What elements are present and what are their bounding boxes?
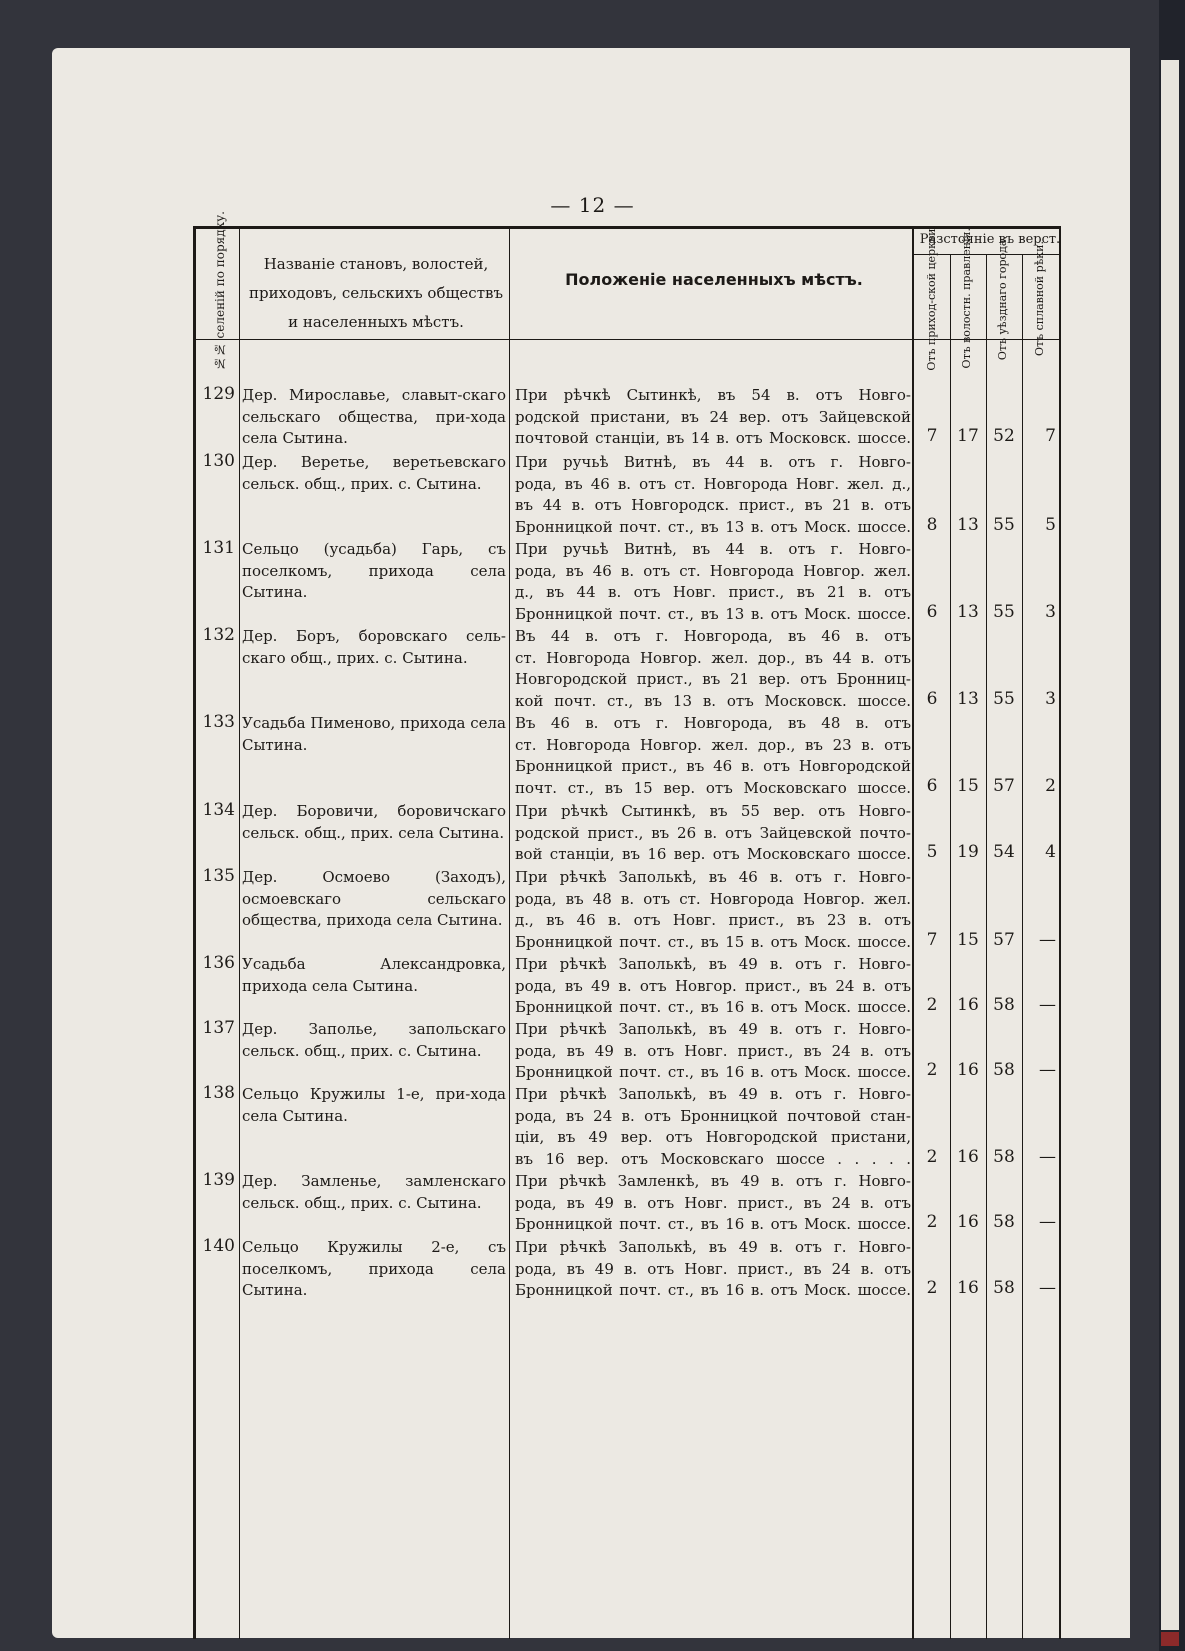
row-position-text <box>515 626 911 712</box>
row-distance-value: 58 <box>993 1060 1015 1080</box>
position-line: рода, въ 48 в. отъ ст. Новгорода Новгор. жел. <box>515 889 911 908</box>
row-position-text <box>515 867 911 953</box>
header-distance-river <box>1023 240 1055 356</box>
position-line: д., въ 46 в. отъ Новг. прист., въ 23 в. отъ <box>515 911 911 929</box>
row-distance-value: 57 <box>993 775 1015 796</box>
row-number: 134 <box>202 800 235 820</box>
row-distance-value: 58 <box>993 995 1015 1015</box>
position-line: почтовой станціи, въ 14 в. отъ Московск. шоссе. <box>515 429 911 447</box>
row-distance-value: 3 <box>1045 688 1056 709</box>
row-distance-value: 8 <box>926 514 938 535</box>
row-number: 131 <box>202 538 235 558</box>
header-name-line: Названіе становъ, волостей, <box>263 255 489 273</box>
row-distance-value: — <box>1039 995 1056 1015</box>
position-line: Бронницкой почт. ст., въ 16 в. отъ Моск. шоссе. <box>515 998 911 1016</box>
position-line: ціи, въ 49 вер. отъ Новгородской пристани, <box>515 1128 911 1146</box>
next-page-edge <box>1161 60 1179 1630</box>
header-name-line: приходовъ, сельскихъ обществъ <box>249 284 503 302</box>
row-distance-value: 55 <box>993 601 1015 622</box>
position-line: Въ 44 в. отъ г. Новгорода, въ 46 в. отъ <box>515 627 911 645</box>
row-distance-value: 3 <box>1045 601 1056 622</box>
row-distance-value: 2 <box>926 1146 938 1167</box>
position-line: родской прист., въ 26 в. отъ Зайцевской почто- <box>515 823 911 842</box>
position-line: При рѣчкѣ Заполькѣ, въ 49 в. отъ г. Новго- <box>515 1020 911 1038</box>
table-rule <box>1059 229 1061 1639</box>
ribbon-mark <box>1161 1632 1179 1646</box>
position-line: родской пристани, въ 24 вер. отъ Зайцевской <box>515 407 911 426</box>
position-line: Бронницкой прист., въ 46 в. отъ Новгородской <box>515 757 911 775</box>
position-line: рода, въ 46 в. отъ ст. Новгорода Новг. жел. д., <box>515 474 911 493</box>
header-position-column: Положеніе населенныхъ мѣстъ. <box>565 270 863 289</box>
position-line: Бронницкой почт. ст., въ 16 в. отъ Моск. шоссе. <box>515 1281 911 1299</box>
row-distance-value: 52 <box>993 426 1015 446</box>
position-line: При рѣчкѣ Сытинкѣ, въ 55 вер. отъ Новго- <box>515 802 911 820</box>
row-distance-value: 16 <box>957 1060 979 1080</box>
position-line: рода, въ 46 в. отъ ст. Новгорода Новгор. жел. <box>515 561 911 580</box>
row-place-name: Дер. Веретье, веретьевскаго сельск. общ., прих. с. Сытина. <box>242 453 506 493</box>
position-line: кой почт. ст., въ 13 в. отъ Московск. шоссе. <box>515 691 911 710</box>
header-number-column <box>202 211 238 371</box>
row-position-text <box>515 1171 911 1236</box>
position-line: рода, въ 49 в. отъ Новгор. прист., въ 24 в. отъ <box>515 976 911 995</box>
position-line: При ручьѣ Витнѣ, въ 44 в. отъ г. Новго- <box>515 453 911 471</box>
row-place-name: Усадьба Александровка, прихода села Сытина. <box>242 955 506 995</box>
row-place-name: Усадьба Пименово, прихода села Сытина. <box>242 714 506 754</box>
position-line: рода, въ 24 в. отъ Бронницкой почтовой стан- <box>515 1106 911 1125</box>
row-distance-value: 16 <box>957 995 979 1015</box>
row-place-name: Дер. Боровичи, боровичскаго сельск. общ., прих. села Сытина. <box>242 802 506 842</box>
row-number: 137 <box>202 1018 235 1038</box>
row-distance-value: 54 <box>993 842 1015 862</box>
row-distance-value: 58 <box>993 1212 1015 1232</box>
row-distance-value: 16 <box>957 1212 979 1232</box>
row-number: 130 <box>202 451 235 471</box>
row-distance-value: 5 <box>926 842 938 862</box>
row-position-text <box>515 713 911 799</box>
header-distance-label: Отъ волостн. правленія. <box>959 227 973 369</box>
position-line: ст. Новгорода Новгор. жел. дор., въ 23 в. отъ <box>515 735 911 754</box>
row-place-name: Дер. Замленье, замленскаго сельск. общ., прих. с. Сытина. <box>242 1172 506 1212</box>
row-distance-value: 17 <box>957 426 979 446</box>
header-name-column <box>242 250 510 337</box>
row-distance-value: 19 <box>957 842 979 862</box>
row-distance-value: 13 <box>957 601 979 622</box>
row-position-text <box>515 539 911 625</box>
position-line: Бронницкой почт. ст., въ 15 в. отъ Моск. шоссе. <box>515 932 911 951</box>
row-position-text <box>515 1019 911 1084</box>
header-distance-town <box>986 235 1018 361</box>
row-place-name: Сельцо Кружилы 1-е, при-хода села Сытина. <box>242 1085 506 1125</box>
position-line: Бронницкой почт. ст., въ 13 в. отъ Моск. шоссе. <box>515 517 911 536</box>
position-line: При рѣчкѣ Заполькѣ, въ 49 в. отъ г. Новго- <box>515 1238 911 1256</box>
row-distance-value: 5 <box>1045 514 1056 535</box>
position-line: рода, въ 49 в. отъ Новг. прист., въ 24 в. отъ <box>515 1193 911 1212</box>
row-distance-value: 4 <box>1045 842 1056 862</box>
position-line: При ручьѣ Витнѣ, въ 44 в. отъ г. Новго- <box>515 540 911 558</box>
position-line: При рѣчкѣ Заполькѣ, въ 46 в. отъ г. Новго- <box>515 868 911 886</box>
position-line: Бронницкой почт. ст., въ 16 в. отъ Моск. шоссе. <box>515 1063 911 1081</box>
row-distance-value: 2 <box>926 1212 938 1232</box>
row-position-text <box>515 954 911 1019</box>
position-line: При рѣчкѣ Замленкѣ, въ 49 в. отъ г. Новго- <box>515 1172 911 1190</box>
row-number: 136 <box>202 953 235 973</box>
row-distance-value: 55 <box>993 514 1015 535</box>
row-distance-value: — <box>1039 1146 1056 1167</box>
position-line: При рѣчкѣ Заполькѣ, въ 49 в. отъ г. Новго- <box>515 955 911 973</box>
row-number: 139 <box>202 1170 235 1190</box>
row-distance-value: 6 <box>926 775 938 796</box>
header-distance-church <box>915 225 947 371</box>
row-distance-value: — <box>1039 1212 1056 1232</box>
position-line: Въ 46 в. отъ г. Новгорода, въ 48 в. отъ <box>515 714 911 732</box>
row-distance-value: 2 <box>926 1278 938 1298</box>
row-distance-value: 15 <box>957 929 979 950</box>
row-position-text <box>515 1084 911 1170</box>
position-line: вой станціи, въ 16 вер. отъ Московскаго шоссе. <box>515 845 911 863</box>
row-distance-value: 13 <box>957 514 979 535</box>
row-distance-value: 55 <box>993 688 1015 709</box>
position-line: въ 16 вер. отъ Московскаго шоссе . . . . . <box>515 1149 911 1168</box>
row-number: 135 <box>202 866 235 886</box>
position-line: Бронницкой почт. ст., въ 16 в. отъ Моск. шоссе. <box>515 1215 911 1233</box>
position-line: При рѣчкѣ Заполькѣ, въ 49 в. отъ г. Новго- <box>515 1085 911 1103</box>
row-number: 132 <box>202 625 235 645</box>
row-distance-value: 15 <box>957 775 979 796</box>
row-position-text <box>515 385 911 450</box>
position-line: Новгородской прист., въ 21 вер. отъ Бронниц- <box>515 670 911 688</box>
position-line: д., въ 44 в. отъ Новг. прист., въ 21 в. отъ <box>515 583 911 601</box>
position-line: въ 44 в. отъ Новгородск. прист., въ 21 в. отъ <box>515 496 911 514</box>
position-line: рода, въ 49 в. отъ Новг. прист., въ 24 в. отъ <box>515 1259 911 1278</box>
row-distance-value: 6 <box>926 601 938 622</box>
position-line: Бронницкой почт. ст., въ 13 в. отъ Моск. шоссе. <box>515 604 911 623</box>
position-line: рода, въ 49 в. отъ Новг. прист., въ 24 в. отъ <box>515 1041 911 1060</box>
row-distance-value: — <box>1039 1060 1056 1080</box>
row-distance-value: 6 <box>926 688 938 709</box>
row-distance-value: 58 <box>993 1278 1015 1298</box>
row-place-name: Дер. Осмоево (Заходъ), осмоевскаго сельскаго общества, прихода села Сытина. <box>242 868 506 929</box>
header-distance-volost <box>950 227 982 369</box>
row-place-name: Дер. Мирославье, славыт-скаго сельскаго общества, при-хода села Сытина. <box>242 386 506 447</box>
table-rule <box>509 229 510 1639</box>
header-name-line: и населенныхъ мѣстъ. <box>288 313 464 331</box>
row-position-text <box>515 452 911 538</box>
row-distance-value: — <box>1039 1278 1056 1298</box>
header-distance-label: Отъ уѣзднаго города. <box>995 235 1009 361</box>
row-distance-value: 2 <box>1045 775 1056 796</box>
position-line: При рѣчкѣ Сытинкѣ, въ 54 в. отъ Новго- <box>515 386 911 404</box>
page-number: — 12 — <box>550 193 635 217</box>
row-number: 140 <box>202 1236 235 1256</box>
position-line: ст. Новгорода Новгор. жел. дор., въ 44 в. отъ <box>515 648 911 667</box>
row-distance-value: 2 <box>926 995 938 1015</box>
row-distance-value: 57 <box>993 929 1015 950</box>
header-distance-label: Отъ сплавной рѣки. <box>1032 240 1046 356</box>
row-distance-value: 2 <box>926 1060 938 1080</box>
row-distance-value: 7 <box>926 426 938 446</box>
row-distance-value: 7 <box>1045 426 1056 446</box>
header-number-label: №№ селеній по порядку. <box>212 211 227 371</box>
row-distance-value: — <box>1039 929 1056 950</box>
row-place-name: Дер. Боръ, боровскаго сель-скаго общ., прих. с. Сытина. <box>242 627 506 667</box>
row-number: 133 <box>202 712 235 732</box>
row-distance-value: 16 <box>957 1278 979 1298</box>
row-distance-value: 16 <box>957 1146 979 1167</box>
row-place-name: Сельцо Кружилы 2-е, съ поселкомъ, прихода села Сытина. <box>242 1238 506 1299</box>
position-line: почт. ст., въ 15 вер. отъ Московскаго шоссе. <box>515 778 911 797</box>
row-place-name: Сельцо (усадьба) Гарь, съ поселкомъ, прихода села Сытина. <box>242 540 506 601</box>
row-position-text <box>515 1237 911 1302</box>
row-number: 129 <box>202 384 235 404</box>
table-rule <box>193 229 196 1639</box>
row-distance-value: 58 <box>993 1146 1015 1167</box>
row-place-name: Дер. Заполье, запольскаго сельск. общ., прих. с. Сытина. <box>242 1020 506 1060</box>
table-rule <box>239 229 240 1639</box>
row-position-text <box>515 801 911 866</box>
row-distance-value: 7 <box>926 929 938 950</box>
row-number: 138 <box>202 1083 235 1103</box>
header-distance-label: Отъ приход-ской церкви. <box>924 225 938 371</box>
row-distance-value: 13 <box>957 688 979 709</box>
header-distance-title: Разстояніе въ верст. <box>919 232 1061 247</box>
